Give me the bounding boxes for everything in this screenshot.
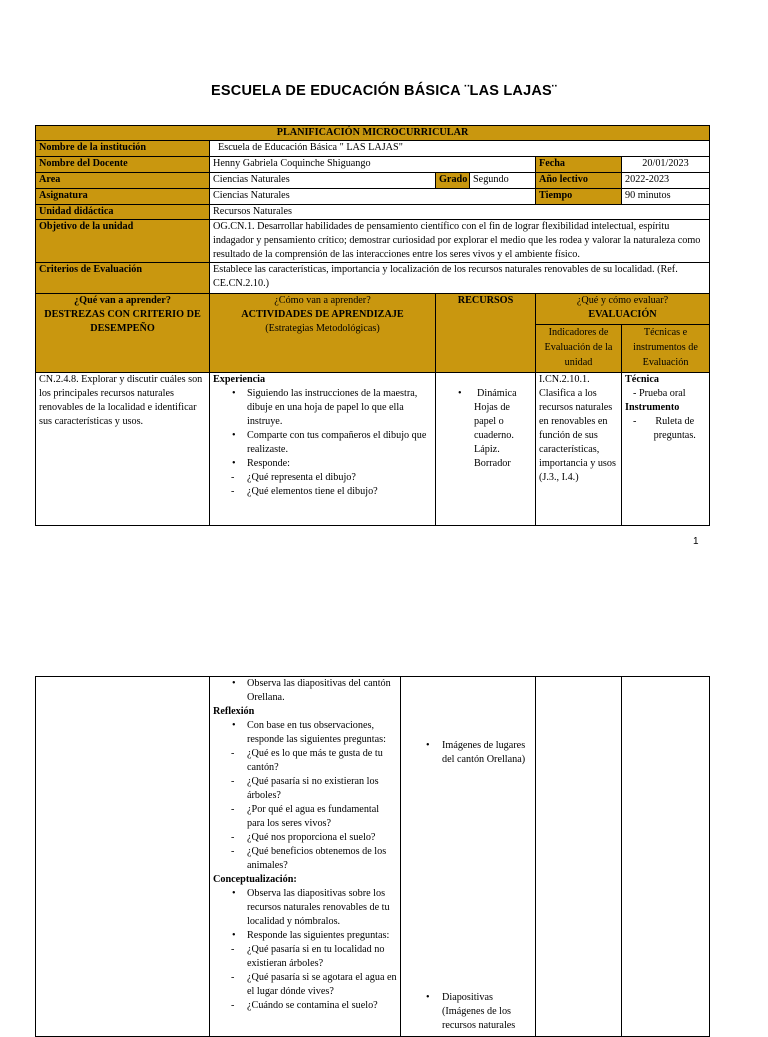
year-label: Año lectivo: [536, 173, 622, 189]
col2-question: ¿Cómo van a aprender?: [274, 295, 371, 306]
col2-title: ACTIVIDADES DE APRENDIZAJE: [241, 309, 404, 320]
list-item: • Imágenes de lugares del cantón Orellana): [404, 739, 532, 767]
list-item: - ¿Qué es lo que más te gusta de tu cantón?: [213, 747, 397, 775]
list-item: • Dinámica: [439, 387, 532, 401]
resource-lapiz: Lápiz.: [474, 444, 500, 455]
school-title: ESCUELA DE EDUCACIÓN BÁSICA ¨LAS LAJAS¨: [211, 83, 557, 99]
resources-cell: [436, 373, 536, 526]
reflection-heading: Reflexión: [213, 706, 255, 717]
list-item: • Observa las diapositivas del cantón Orellana.: [213, 677, 397, 705]
grade-label: Grado: [436, 173, 470, 189]
objective-label: Objetivo de la unidad: [36, 220, 210, 263]
teacher-value: Henny Gabriela Coquinche Shiguango: [210, 157, 536, 173]
planning-table-page-2: [35, 676, 710, 1037]
instrument-text: Ruleta de preguntas.: [653, 416, 696, 441]
col2-subtitle: (Estrategias Metodológicas): [265, 323, 380, 334]
subject-label: Asignatura: [36, 189, 210, 205]
list-item: - ¿Cuándo se contamina el suelo?: [213, 999, 397, 1013]
time-label: Tiempo: [536, 189, 622, 205]
column-evaluation-header: [536, 294, 710, 325]
list-item: • Comparte con tus compañeros el dibujo que realizaste.: [213, 429, 432, 457]
col1-title: DESTREZAS CON CRITERIO DE DESEMPEÑO: [44, 309, 201, 334]
technique-cell: [622, 373, 710, 526]
resources-cell: [401, 677, 536, 1037]
date-value: 20/01/2023: [622, 157, 710, 173]
technique-heading: Técnica: [625, 374, 659, 385]
col4-question: ¿Qué y cómo evaluar?: [576, 295, 669, 306]
list-item: - ¿Qué pasaría si en tu localidad no existieran árboles?: [213, 943, 397, 971]
list-item: - ¿Qué elementos tiene el dibujo?: [213, 485, 432, 499]
resource-lines: Hojas de papel o cuaderno.: [474, 402, 514, 441]
technique-text: Prueba oral: [638, 388, 686, 399]
subject-value: Ciencias Naturales: [210, 189, 536, 205]
institution-label: Nombre de la institución: [36, 141, 210, 157]
reflection-list: [213, 719, 397, 873]
experience-list: [213, 387, 432, 499]
list-item: • Responde las siguientes preguntas:: [213, 929, 397, 943]
criteria-value: Establece las características, importancia y localización de los recursos naturales renovables de su localidad. (Ref. CE.CN.2.10.): [210, 263, 710, 294]
time-value: 90 minutos: [622, 189, 710, 205]
objective-value: OG.CN.1. Desarrollar habilidades de pensamiento científico con el fin de lograr flexibilidad intelectual, espíritu indagador y pensamiento crítico; demostrar curiosidad por explorar el medio que les rodea y valorar la naturaleza como resultado de la comprensión de las interacciones entre los seres vivos y el ambiente físico.: [210, 220, 710, 263]
resources-list-slides: [404, 991, 532, 1033]
list-item: - ¿Por qué el agua es fundamental para los seres vivos?: [213, 803, 397, 831]
observation-list: [213, 677, 397, 705]
indicator-cell-empty: [536, 677, 622, 1037]
indicator-cell: I.CN.2.10.1. Clasifica a los recursos naturales en renovables en función de sus características, importancia y usos (J.3., I.4.): [536, 373, 622, 526]
col4-title: EVALUACIÓN: [588, 309, 657, 320]
experience-heading: Experiencia: [213, 374, 266, 385]
technique-cell-empty: [622, 677, 710, 1037]
area-label: Area: [36, 173, 210, 189]
col1-question: ¿Qué van a aprender?: [74, 295, 171, 306]
list-item: - ¿Qué pasaría si no existieran los árboles?: [213, 775, 397, 803]
resources-list-images: [404, 739, 532, 767]
plan-title: PLANIFICACIÓN MICROCURRICULAR: [36, 126, 710, 141]
list-item: • Con base en tus observaciones, responde las siguientes preguntas:: [213, 719, 397, 747]
list-item: - ¿Qué pasaría si se agotara el agua en el lugar dónde vives?: [213, 971, 397, 999]
list-item: • Diapositivas (Imágenes de los recursos naturales: [404, 991, 532, 1033]
skill-cell: CN.2.4.8. Explorar y discutir cuáles son los principales recursos naturales renovables de la localidad e identificar sus características y usos.: [36, 373, 210, 526]
skill-cell-empty: [36, 677, 210, 1037]
planning-table-page-1: [35, 125, 710, 526]
column-resources-header: RECURSOS: [436, 294, 536, 373]
technique-item: [625, 387, 706, 401]
conceptualization-list: [213, 887, 397, 1013]
teacher-label: Nombre del Docente: [36, 157, 210, 173]
list-item: - ¿Qué representa el dibujo?: [213, 471, 432, 485]
resources-list: [439, 387, 532, 401]
list-item: • Siguiendo las instrucciones de la maestra, dibuje en una hoja de papel lo que ella instruye.: [213, 387, 432, 429]
dash-marker: -: [633, 388, 639, 399]
activities-cell: [210, 373, 436, 526]
conceptualization-heading: Conceptualización:: [213, 874, 297, 885]
unit-value: Recursos Naturales: [210, 205, 710, 220]
column-skills-header: [36, 294, 210, 373]
criteria-label: Criterios de Evaluación: [36, 263, 210, 294]
list-item: • Observa las diapositivas sobre los recursos naturales renovables de tu localidad y nómbralos.: [213, 887, 397, 929]
list-item: - ¿Qué nos proporciona el suelo?: [213, 831, 397, 845]
indicators-header: Indicadores de Evaluación de la unidad: [536, 325, 622, 373]
column-activities-header: [210, 294, 436, 373]
list-item: - ¿Qué beneficios obtenemos de los animales?: [213, 845, 397, 873]
unit-label: Unidad didáctica: [36, 205, 210, 220]
institution-value: Escuela de Educación Básica " LAS LAJAS": [210, 141, 710, 157]
instrument-item: [625, 415, 706, 443]
resource-borrador: Borrador: [474, 458, 511, 469]
year-value: 2022-2023: [622, 173, 710, 189]
instrument-heading: Instrumento: [625, 402, 680, 413]
list-item: • Responde:: [213, 457, 432, 471]
activities-cell: [210, 677, 401, 1037]
page-number: 1: [693, 536, 699, 547]
grade-value: Segundo: [470, 173, 536, 189]
date-label: Fecha: [536, 157, 622, 173]
area-value: Ciencias Naturales: [210, 173, 436, 189]
dash-marker: -: [633, 416, 637, 427]
techniques-header: Técnicas e instrumentos de Evaluación: [622, 325, 710, 373]
